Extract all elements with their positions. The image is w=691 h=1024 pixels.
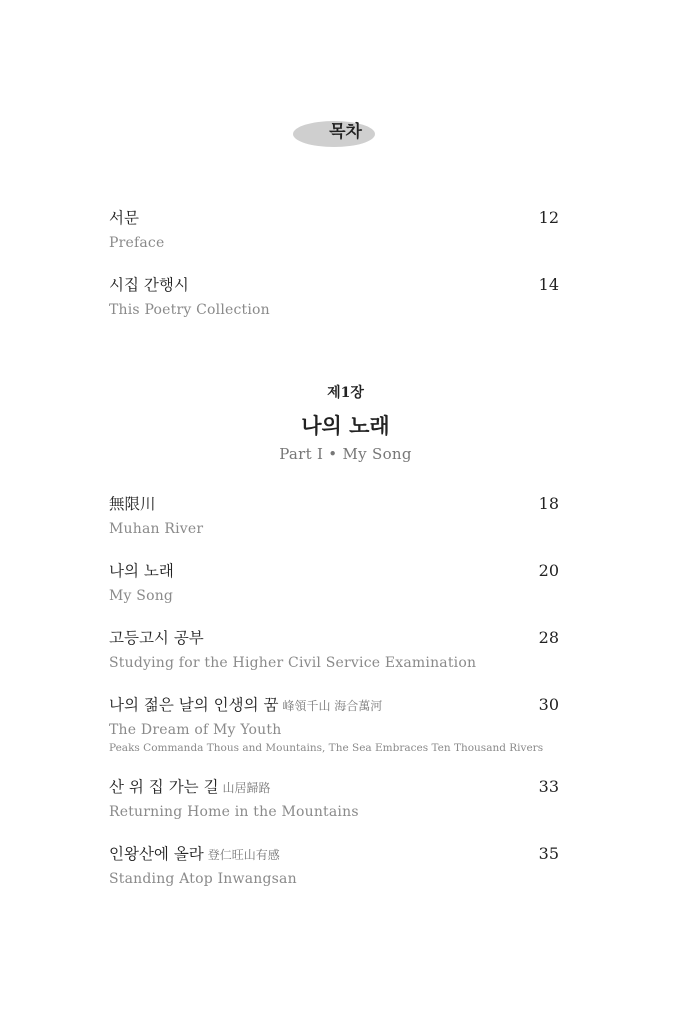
toc-entry-inwangsan[interactable] xyxy=(109,843,559,889)
entry-subtitle: The Dream of My Youth xyxy=(109,722,282,738)
entry-subtitle: Muhan River xyxy=(109,521,204,537)
entry-title: 나의 젊은 날의 인생의 꿈 xyxy=(109,696,279,714)
toc-heading xyxy=(0,115,691,151)
entry-hanja: 山居歸路 xyxy=(222,781,271,795)
entry-page-number: 12 xyxy=(538,208,559,227)
chapter-label: 제1장 xyxy=(327,385,364,401)
entry-page-number: 20 xyxy=(538,561,559,580)
entry-page-number: 18 xyxy=(538,494,559,513)
entry-title: 나의 노래 xyxy=(109,562,174,580)
entry-title: 고등고시 공부 xyxy=(109,629,204,647)
entry-hanja: 峰領千山 海合萬河 xyxy=(282,699,383,713)
toc-entry-dream-of-youth[interactable] xyxy=(109,694,559,755)
entry-page-number: 14 xyxy=(538,275,559,294)
entry-title: 시집 간행시 xyxy=(109,276,189,294)
toc-entry-returning-home[interactable] xyxy=(109,776,559,822)
entry-subtitle-secondary: Peaks Commanda Thous and Mountains, The Sea Embraces Ten Thousand Rivers xyxy=(109,742,544,754)
entry-subtitle: My Song xyxy=(109,588,174,604)
toc-entry-muhan-river[interactable] xyxy=(109,493,559,539)
entry-title: 인왕산에 올라 xyxy=(109,845,204,863)
entry-page-number: 35 xyxy=(538,844,559,863)
entry-title: 서문 xyxy=(109,209,139,227)
entry-subtitle: Studying for the Higher Civil Service Examination xyxy=(109,655,477,671)
toc-entry-my-song[interactable] xyxy=(109,560,559,606)
entry-hanja: 登仁旺山有感 xyxy=(207,848,280,862)
chapter-subtitle: Part Ⅰ • My Song xyxy=(279,445,412,463)
entry-page-number: 28 xyxy=(538,628,559,647)
entry-title: 산 위 집 가는 길 xyxy=(109,778,219,796)
entry-subtitle: This Poetry Collection xyxy=(109,302,270,318)
entry-subtitle: Returning Home in the Mountains xyxy=(109,804,359,820)
toc-title: 목차 xyxy=(329,122,362,142)
entry-page-number: 33 xyxy=(538,777,559,796)
entry-page-number: 30 xyxy=(538,695,559,714)
entry-title: 無限川 xyxy=(109,495,156,513)
toc-entry-civil-service-exam[interactable] xyxy=(109,627,559,673)
toc-entry-preface[interactable] xyxy=(109,207,559,253)
entry-subtitle: Standing Atop Inwangsan xyxy=(109,871,297,887)
chapter-heading xyxy=(0,382,691,463)
chapter-title: 나의 노래 xyxy=(301,414,390,438)
toc-entry-poetry-collection[interactable] xyxy=(109,274,559,320)
entry-subtitle: Preface xyxy=(109,235,165,251)
